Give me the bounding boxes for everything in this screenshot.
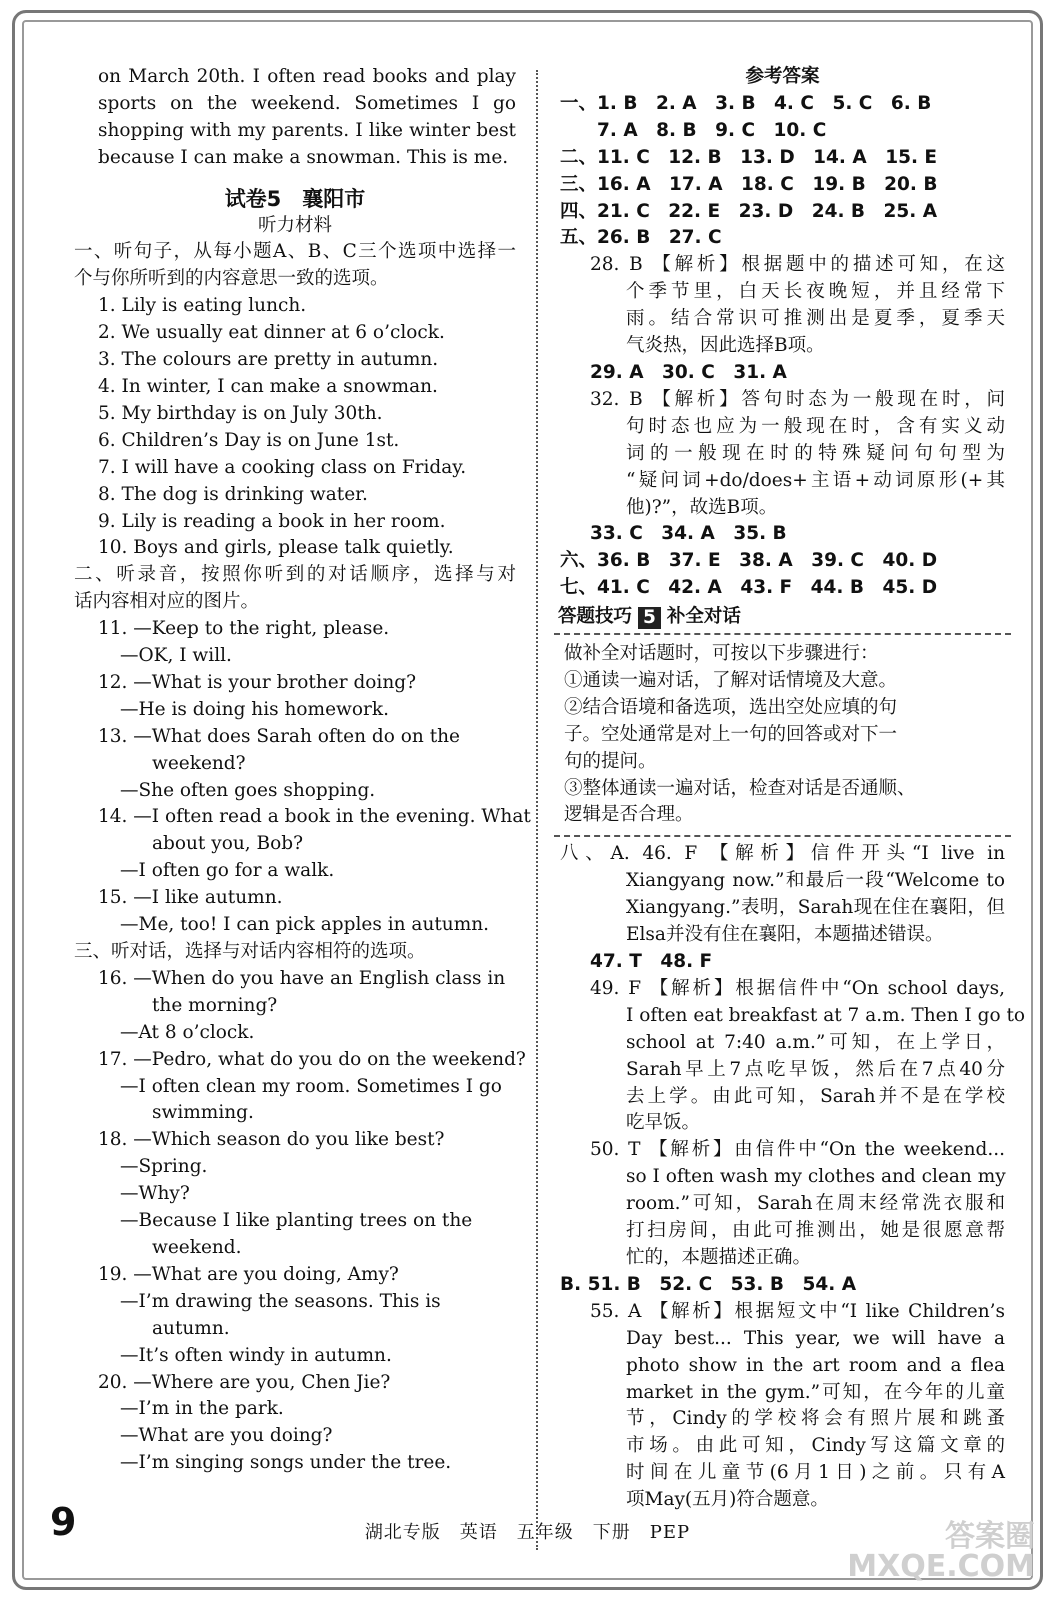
answer-row-b: B. 51. B 52. C 53. B 54. A <box>560 1273 857 1295</box>
listening-item: 9. Lily is reading a book in her room. <box>98 510 446 532</box>
dialog-line: —I’m singing songs under the tree. <box>120 1452 452 1474</box>
dialog-line: 18. —Which season do you like best? <box>98 1129 445 1151</box>
answer-55 <box>560 1299 1005 1514</box>
listening-item: 1. Lily is eating lunch. <box>98 295 307 317</box>
section-2-items <box>74 616 531 939</box>
tip-line: 句的提问。 <box>564 750 657 772</box>
answer-row: 7. A 8. B 9. C 10. C <box>560 119 827 141</box>
explanation-line: 吃早饭。 <box>626 1112 701 1134</box>
dialog-line: 17. —Pedro, what do you do on the weekend? <box>98 1048 526 1070</box>
tip-number: 5 <box>638 607 661 629</box>
dialog-line: 13. —What does Sarah often do on the <box>98 725 461 747</box>
exam-title: 试卷5 襄阳市 <box>224 186 366 211</box>
tip-line: 逻辑是否合理。 <box>564 804 694 826</box>
answer-row: 一、1. B 2. A 3. B 4. C 5. C 6. B <box>560 92 932 114</box>
answer-row-29: 29. A 30. C 31. A <box>590 361 787 383</box>
dialog-line: weekend. <box>152 1236 242 1258</box>
section-heading-line: 一、听句子，从每小题A、B、C三个选项中选择一 <box>74 241 516 263</box>
explanation-line: 49. F 【解析】根据信件中“On school days, <box>590 977 1005 999</box>
explanation-line: 他)?”，故选B项。 <box>626 496 778 518</box>
watermark-logo <box>847 1519 1035 1584</box>
dialog-line: 15. —I like autumn. <box>98 887 283 909</box>
dialog-line: —I’m in the park. <box>120 1398 284 1420</box>
intro-line: sports on the weekend. Sometimes I go <box>98 92 516 114</box>
intro-paragraph <box>74 64 516 172</box>
tip-box <box>554 633 1011 837</box>
answer-heading: 参考答案 <box>745 66 820 87</box>
tip-line: 子。空处通常是对上一句的回答或对下一 <box>564 723 898 745</box>
answer-46 <box>560 841 1005 949</box>
dialog-line: 14. —I often read a book in the evening. What <box>98 806 531 828</box>
watermark-bottom: MXQE.COM <box>847 1549 1035 1584</box>
answer-row: 三、16. A 17. A 18. C 19. B 20. B <box>560 173 938 195</box>
dialog-line: —She often goes shopping. <box>120 779 376 801</box>
dialog-line: —What are you doing? <box>120 1425 333 1447</box>
watermark-top: 答案圈 <box>945 1519 1035 1554</box>
section-subtitle: 听力材料 <box>257 214 332 236</box>
dialog-line: 12. —What is your brother doing? <box>98 671 417 693</box>
explanation-line: room.”可知，Sarah在周末经常洗衣服和 <box>626 1193 1005 1215</box>
tip-label: 答题技巧 <box>558 606 633 628</box>
dialog-line: 11. —Keep to the right, please. <box>98 618 390 640</box>
listening-item: 3. The colours are pretty in autumn. <box>98 349 439 371</box>
answer-row-33: 33. C 34. A 35. B <box>590 523 787 545</box>
dialog-line: swimming. <box>152 1102 254 1124</box>
dialog-line: —Because I like planting trees on the <box>120 1210 473 1232</box>
section-heading-line: 个与你所听到的内容意思一致的选项。 <box>74 268 389 290</box>
dialog-line: 20. —Where are you, Chen Jie? <box>98 1371 391 1393</box>
listening-item: 6. Children’s Day is on June 1st. <box>98 429 400 451</box>
explanation-line: 句时态也应为一般现在时，含有实义动 <box>626 415 1005 437</box>
dialog-line: —OK, I will. <box>120 645 232 667</box>
explanation-line: Xiangyang now.”和最后一段“Welcome to <box>626 870 1005 892</box>
explanation-line: 去上学。由此可知，Sarah并不是在学校 <box>626 1085 1005 1107</box>
dialog-line: —It’s often windy in autumn. <box>120 1344 392 1366</box>
explanation-line: 55. A 【解析】根据短文中“I like Children’s <box>590 1300 1005 1322</box>
explanation-line: 32. B 【解析】答句时态为一般现在时，问 <box>590 388 1005 410</box>
explanation-line: photo show in the art room and a flea <box>626 1354 1005 1376</box>
left-column <box>74 64 531 1477</box>
section-1-heading <box>74 239 516 293</box>
answer-rows <box>560 91 1005 252</box>
tip-topic: 补全对话 <box>666 606 741 628</box>
explanation-line: 词的一般现在时的特殊疑问句句型为 <box>626 442 1005 464</box>
explanation-line: “疑问词+do/does+主语+动词原形(+其 <box>626 469 1005 491</box>
explanation-line: 项May(五月)符合题意。 <box>626 1489 829 1511</box>
explanation-line: 28. B 【解析】根据题中的描述可知，在这 <box>590 254 1005 276</box>
listening-item: 4. In winter, I can make a snowman. <box>98 375 438 397</box>
explanation-line: 个季节里，白天长夜晚短，并且经常下 <box>626 281 1005 303</box>
answer-32 <box>560 387 1005 522</box>
section-heading-line: 话内容相对应的图片。 <box>74 591 260 613</box>
dialog-line: autumn. <box>152 1317 230 1339</box>
explanation-line: I often eat breakfast at 7 a.m. Then I go to <box>626 1004 1026 1026</box>
answer-50 <box>560 1137 1005 1272</box>
intro-line: because I can make a snowman. This is me. <box>98 146 509 168</box>
listening-item: 8. The dog is drinking water. <box>98 483 368 505</box>
dialog-line: —I often clean my room. Sometimes I go <box>120 1075 502 1097</box>
tip-line: ①通读一遍对话，了解对话情境及大意。 <box>564 669 898 691</box>
explanation-line: market in the gym.”可知，在今年的儿童 <box>626 1381 1005 1403</box>
explanation-line: 市场。由此可知，Cindy写这篇文章的 <box>626 1435 1005 1457</box>
listening-item: 7. I will have a cooking class on Friday. <box>98 456 467 478</box>
dialog-line: —Spring. <box>120 1156 208 1178</box>
dialog-line: 19. —What are you doing, Amy? <box>98 1263 399 1285</box>
footer-text: 湖北专版 英语 五年级 下册 PEP <box>364 1522 691 1543</box>
answer-row-7: 七、41. C 42. A 43. F 44. B 45. D <box>560 577 938 599</box>
answer-row: 五、26. B 27. C <box>560 227 722 249</box>
explanation-line: school at 7:40 a.m.”可知，在上学日， <box>626 1031 1005 1053</box>
explanation-line: Sarah早上7点吃早饭，然后在7点40分 <box>626 1058 1005 1080</box>
tip-line: ②结合语境和备选项，选出空处应填的句 <box>564 696 898 718</box>
dialog-line: —Why? <box>120 1183 190 1205</box>
dialog-line: —I’m drawing the seasons. This is <box>120 1290 441 1312</box>
explanation-line: 雨。结合常识可推测出是夏季，夏季天 <box>626 308 1005 330</box>
listening-item: 5. My birthday is on July 30th. <box>98 402 383 424</box>
dialog-line: the morning? <box>152 994 278 1016</box>
dialog-line: —I often go for a walk. <box>120 860 335 882</box>
dialog-line: —At 8 o’clock. <box>120 1021 255 1043</box>
explanation-line: 50. T 【解析】由信件中“On the weekend... <box>590 1139 1005 1161</box>
section-heading-line: 二、听录音，按照你听到的对话顺序，选择与对 <box>74 564 516 586</box>
explanation-line: 时间在儿童节(6月1日)之前。只有A <box>626 1462 1005 1484</box>
answer-row-47: 47. T 48. F <box>590 951 713 972</box>
intro-line: shopping with my parents. I like winter best <box>98 119 516 141</box>
section-3-heading: 三、听对话，选择与对话内容相符的选项。 <box>74 941 426 962</box>
explanation-line: 节，Cindy的学校将会有照片展和跳蚤 <box>626 1408 1005 1430</box>
section-1-items <box>74 293 516 562</box>
dialog-line: —He is doing his homework. <box>120 698 389 720</box>
listening-item: 2. We usually eat dinner at 6 o’clock. <box>98 322 445 344</box>
explanation-line: 八、A. 46. F 【解析】信件开头“I live in <box>560 843 1005 865</box>
tip-title <box>558 604 1005 631</box>
intro-line: on March 20th. I often read books and play <box>98 66 516 87</box>
explanation-line: Xiangyang.”表明，Sarah现在住在襄阳，但 <box>626 897 1005 919</box>
answer-28 <box>560 252 1005 360</box>
page-number: 9 <box>50 1500 77 1544</box>
section-3-items <box>74 966 526 1477</box>
tip-line: ③整体通读一遍对话，检查对话是否通顺、 <box>564 777 916 799</box>
listening-item: 10. Boys and girls, please talk quietly. <box>98 537 454 559</box>
explanation-line: 忙的，本题描述正确。 <box>626 1246 812 1268</box>
dialog-line: —Me, too! I can pick apples in autumn. <box>120 914 490 936</box>
answer-row: 二、11. C 12. B 13. D 14. A 15. E <box>560 146 938 168</box>
column-divider <box>536 70 538 1550</box>
explanation-line: Day best... This year, we will have a <box>626 1327 1005 1349</box>
answer-49 <box>560 976 1026 1137</box>
answer-row-6: 六、36. B 37. E 38. A 39. C 40. D <box>560 550 938 572</box>
tip-line: 做补全对话题时，可按以下步骤进行： <box>564 643 879 665</box>
dialog-line: about you, Bob? <box>152 833 303 855</box>
right-column <box>558 64 1026 1514</box>
dialog-line: 16. —When do you have an English class in <box>98 967 506 989</box>
explanation-line: 气炎热，因此选择B项。 <box>626 335 825 357</box>
explanation-line: Elsa并没有住在襄阳，本题描述错误。 <box>626 924 944 946</box>
answer-row: 四、21. C 22. E 23. D 24. B 25. A <box>560 200 938 222</box>
dialog-line: weekend? <box>152 752 246 774</box>
explanation-line: so I often wash my clothes and clean my <box>626 1166 1006 1188</box>
section-2-heading <box>74 562 516 616</box>
explanation-line: 打扫房间，由此可推测出，她是很愿意帮 <box>626 1220 1005 1242</box>
